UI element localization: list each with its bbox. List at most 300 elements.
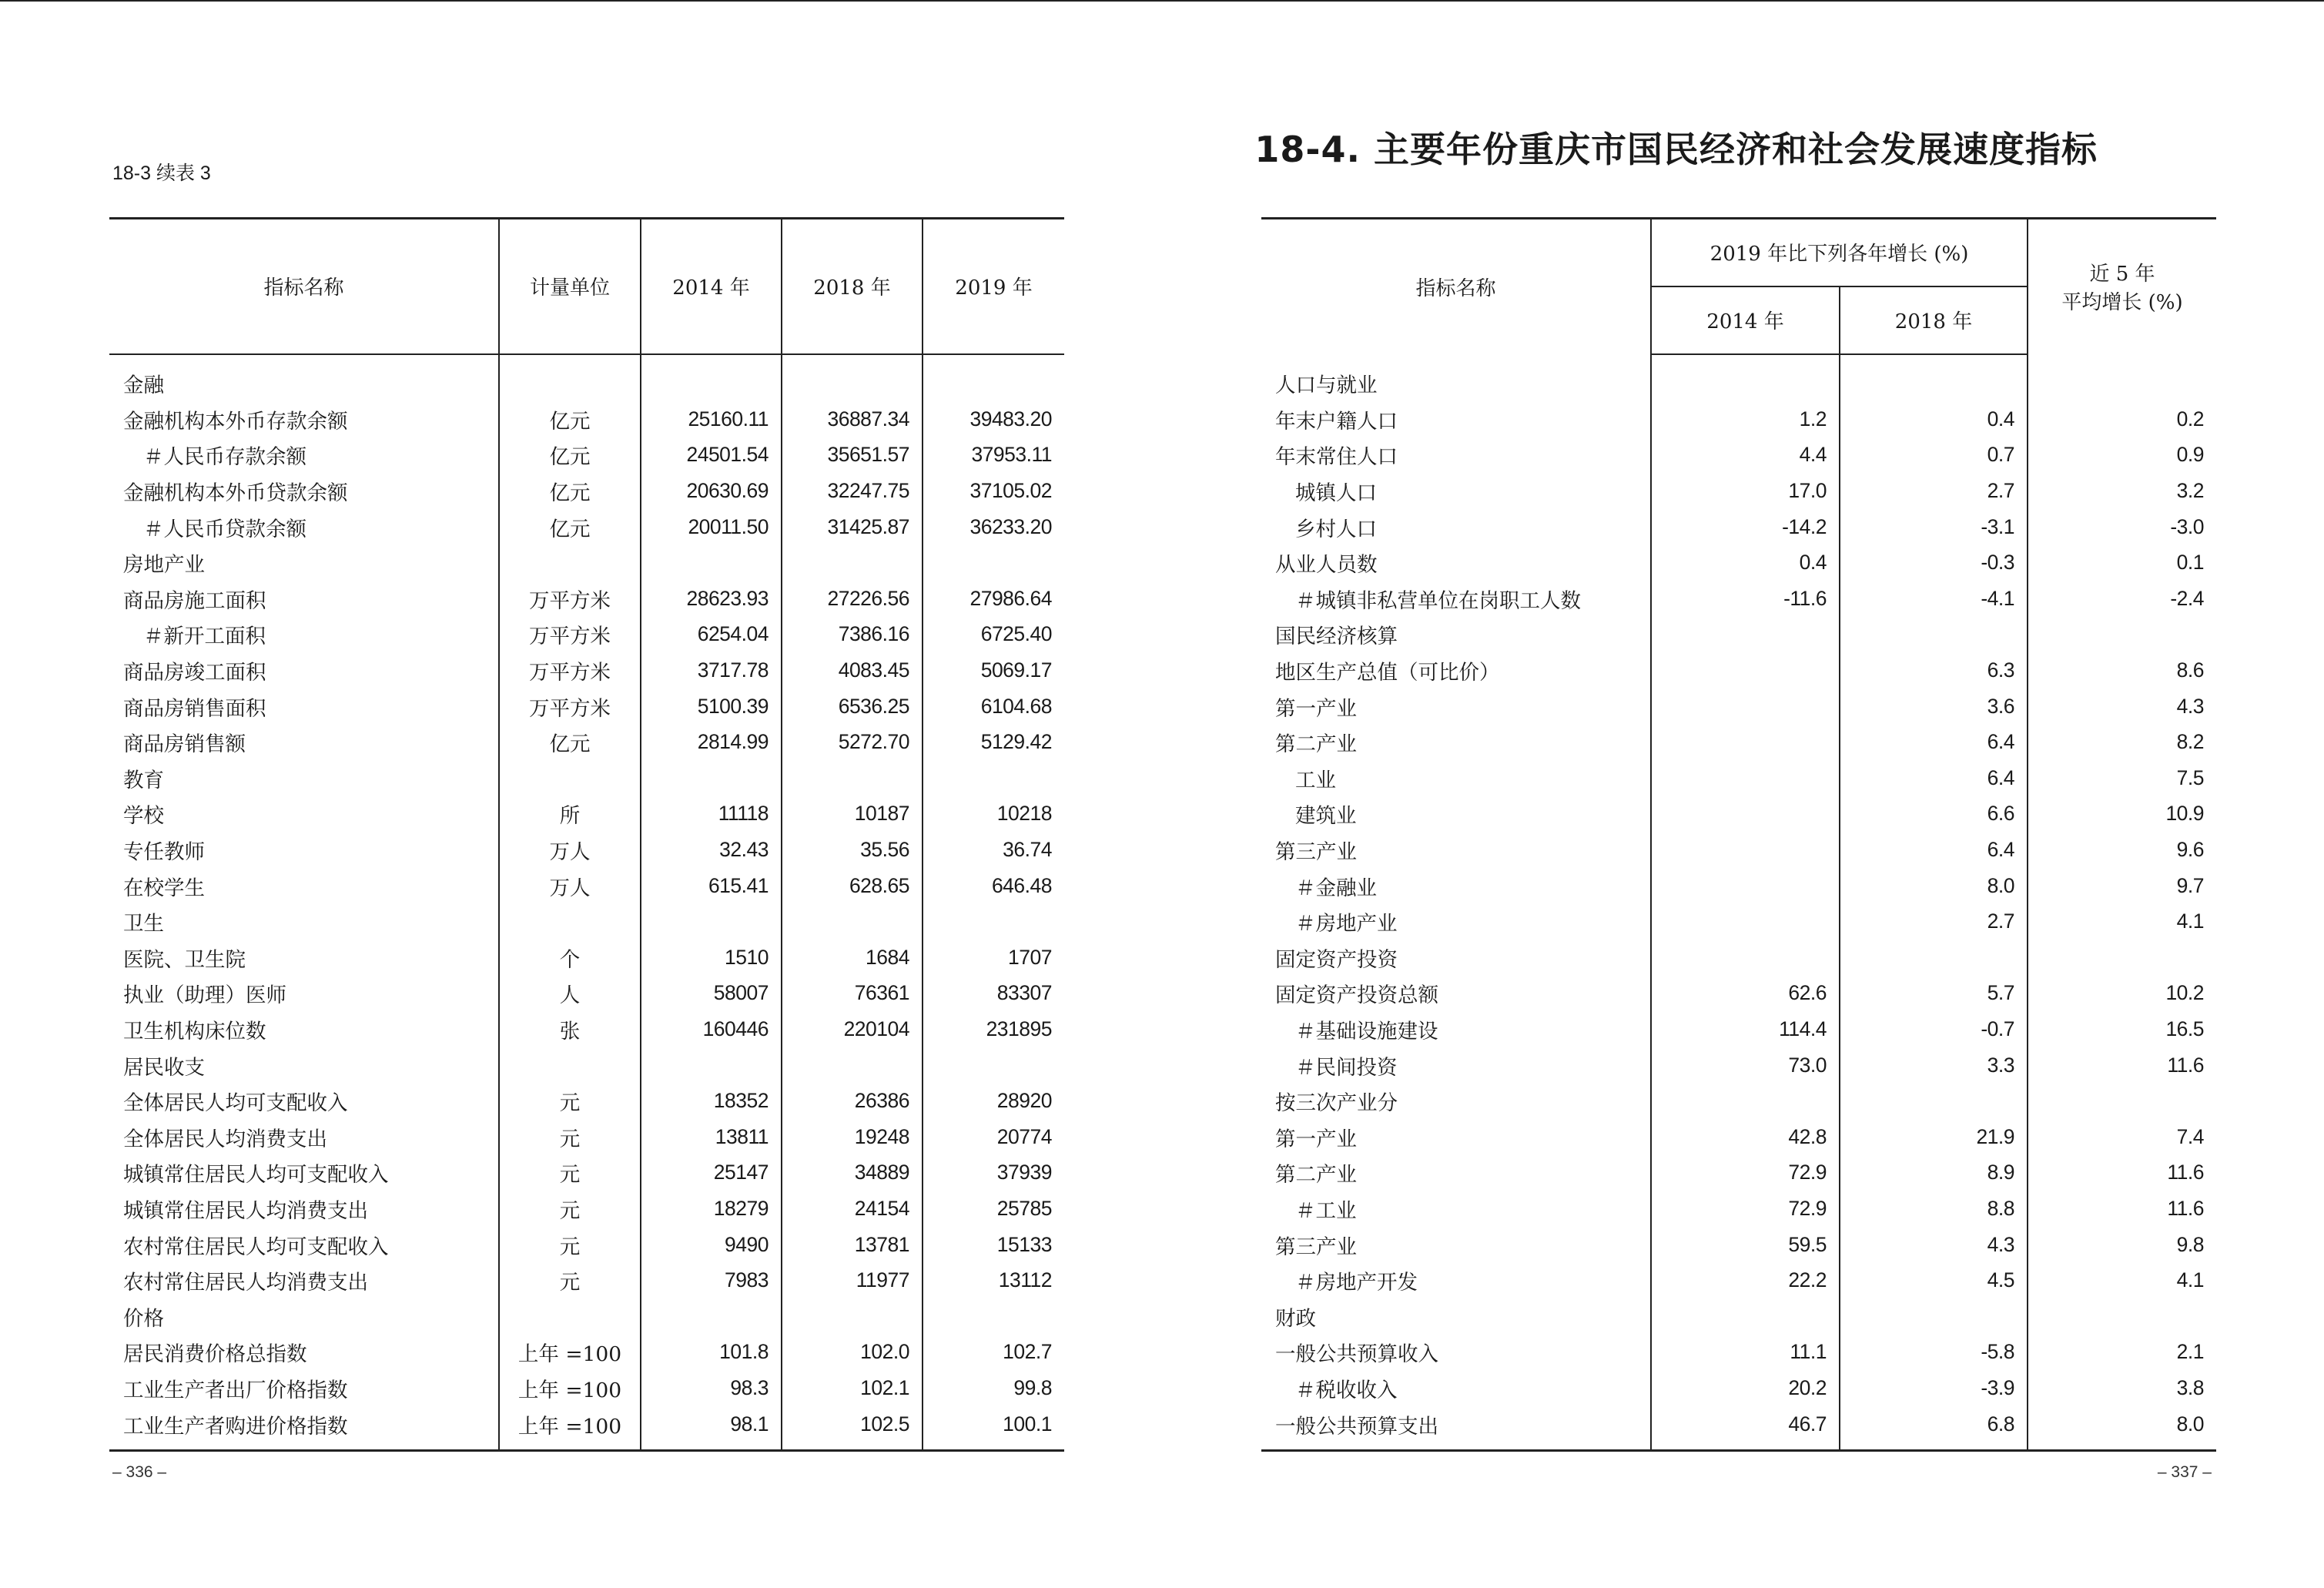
five-year-average: 7.5	[2028, 760, 2216, 796]
growth-vs-2014: 72.9	[1651, 1155, 1840, 1191]
value-2019: 6104.68	[923, 688, 1064, 725]
table-row	[1261, 581, 2216, 617]
growth-vs-2018: 6.4	[1840, 832, 2028, 868]
left-table-body	[109, 354, 1064, 1451]
value-2018: 27226.56	[782, 581, 923, 617]
row-unit: 上年 =100	[499, 1406, 641, 1442]
growth-vs-2018: 3.3	[1840, 1047, 2028, 1084]
growth-vs-2014	[1651, 652, 1840, 688]
five-year-average	[2028, 1083, 2216, 1119]
growth-vs-2014: 72.9	[1651, 1191, 1840, 1227]
row-name: 乡村人口	[1295, 517, 1377, 541]
row-unit: 上年 =100	[499, 1370, 641, 1406]
row-name: ＃房地产业	[1295, 912, 1398, 936]
value-2018: 19248	[782, 1119, 923, 1155]
table-row	[1261, 832, 2216, 868]
growth-vs-2014	[1651, 940, 1840, 976]
row-name: 执业（助理）医师	[123, 983, 286, 1008]
value-2019: 5129.42	[923, 724, 1064, 760]
growth-vs-2014	[1651, 796, 1840, 833]
value-2018	[782, 1298, 923, 1335]
growth-vs-2018: -3.1	[1840, 509, 2028, 545]
row-unit: 上年 =100	[499, 1335, 641, 1371]
header-avg-line2: 平均增长 (%)	[2061, 291, 2183, 315]
row-unit: 亿元	[499, 437, 641, 474]
value-2014: 58007	[641, 976, 782, 1012]
row-name: 年末常住人口	[1275, 445, 1398, 470]
table-row	[109, 652, 1064, 688]
value-2019: 231895	[923, 1011, 1064, 1047]
value-2018	[782, 760, 923, 796]
row-name: 教育	[123, 768, 164, 792]
table-row	[109, 1047, 1064, 1084]
row-unit: 万平方米	[499, 652, 641, 688]
row-name: 地区生产总值（可比价）	[1275, 661, 1500, 685]
five-year-average: 4.1	[2028, 903, 2216, 940]
row-name: 专任教师	[123, 840, 205, 865]
value-2014: 32.43	[641, 832, 782, 868]
row-name: 按三次产业分	[1275, 1091, 1398, 1116]
table-row	[109, 1335, 1064, 1371]
five-year-average: 4.1	[2028, 1262, 2216, 1298]
growth-vs-2018: 6.6	[1840, 796, 2028, 833]
table-row	[109, 868, 1064, 904]
row-name: 农村常住居民人均消费支出	[123, 1271, 368, 1295]
row-name: 国民经济核算	[1275, 625, 1398, 649]
row-name: ＃税收收入	[1295, 1378, 1398, 1402]
five-year-average	[2028, 617, 2216, 653]
growth-vs-2018: -4.1	[1840, 581, 2028, 617]
value-2018: 10187	[782, 796, 923, 833]
value-2018: 35651.57	[782, 437, 923, 474]
row-name: 居民收支	[123, 1055, 205, 1080]
five-year-average: 16.5	[2028, 1011, 2216, 1047]
row-name: 金融	[123, 374, 164, 398]
row-unit: 万人	[499, 832, 641, 868]
spacer-row	[109, 354, 1064, 366]
table-row	[1261, 976, 2216, 1012]
row-name: 城镇人口	[1295, 481, 1377, 506]
row-unit	[499, 1298, 641, 1335]
row-name: 农村常住居民人均可支配收入	[123, 1235, 389, 1259]
value-2014: 18352	[641, 1083, 782, 1119]
header-2014: 2014 年	[1651, 286, 1840, 354]
header-indicator-name: 指标名称	[1415, 276, 1496, 300]
row-name: ＃民间投资	[1295, 1055, 1398, 1080]
growth-vs-2018: 0.4	[1840, 401, 2028, 437]
value-2014	[641, 544, 782, 581]
growth-vs-2014: 22.2	[1651, 1262, 1840, 1298]
value-2014	[641, 760, 782, 796]
table-row	[1261, 1370, 2216, 1406]
row-name: 金融机构本外币贷款余额	[123, 481, 348, 506]
table-row	[109, 1298, 1064, 1335]
value-2014: 25160.11	[641, 401, 782, 437]
row-name: 第三产业	[1275, 840, 1357, 865]
value-2019: 5069.17	[923, 652, 1064, 688]
header-avg-line1: 近 5 年	[2089, 263, 2155, 286]
row-unit: 张	[499, 1011, 641, 1047]
growth-vs-2014: 0.4	[1651, 544, 1840, 581]
growth-vs-2014: 4.4	[1651, 437, 1840, 474]
growth-vs-2014: -14.2	[1651, 509, 1840, 545]
row-name: 全体居民人均可支配收入	[123, 1091, 348, 1116]
row-name: 商品房销售额	[123, 732, 246, 757]
row-name: 全体居民人均消费支出	[123, 1127, 327, 1151]
value-2014: 13811	[641, 1119, 782, 1155]
five-year-average: 11.6	[2028, 1155, 2216, 1191]
row-name: ＃工业	[1295, 1198, 1357, 1223]
growth-vs-2018	[1840, 1083, 2028, 1119]
value-2014: 98.3	[641, 1370, 782, 1406]
table-row	[109, 366, 1064, 402]
row-name: 财政	[1275, 1306, 1316, 1331]
five-year-average: 8.6	[2028, 652, 2216, 688]
growth-vs-2014: 114.4	[1651, 1011, 1840, 1047]
five-year-average: 11.6	[2028, 1191, 2216, 1227]
growth-vs-2018	[1840, 1298, 2028, 1335]
value-2018: 7386.16	[782, 617, 923, 653]
value-2014	[641, 1298, 782, 1335]
header-indicator-name: 指标名称	[109, 219, 499, 354]
growth-vs-2018	[1840, 366, 2028, 402]
value-2018: 36887.34	[782, 401, 923, 437]
value-2019: 6725.40	[923, 617, 1064, 653]
table-row	[1261, 437, 2216, 474]
table-row	[109, 1262, 1064, 1298]
row-name: 医院、卫生院	[123, 947, 246, 972]
value-2019: 37105.02	[923, 473, 1064, 509]
page-title: 18-4. 主要年份重庆市国民经济和社会发展速度指标	[1254, 129, 2098, 170]
growth-vs-2018: 8.9	[1840, 1155, 2028, 1191]
table-row	[109, 437, 1064, 474]
value-2014: 1510	[641, 940, 782, 976]
value-2014: 5100.39	[641, 688, 782, 725]
header-growth-group: 2019 年比下列各年增长 (%)	[1651, 219, 2028, 286]
row-name: ＃新开工面积	[143, 625, 266, 649]
row-name: 年末户籍人口	[1275, 409, 1398, 434]
row-name: 在校学生	[123, 876, 205, 900]
table-row	[109, 544, 1064, 581]
row-unit: 亿元	[499, 509, 641, 545]
row-name: 从业人员数	[1275, 553, 1378, 578]
growth-vs-2014: -11.6	[1651, 581, 1840, 617]
table-row	[109, 1155, 1064, 1191]
row-name: ＃基础设施建设	[1295, 1019, 1438, 1044]
row-unit: 万平方米	[499, 617, 641, 653]
value-2014: 160446	[641, 1011, 782, 1047]
row-name: 价格	[123, 1306, 164, 1331]
value-2019	[923, 903, 1064, 940]
row-name: ＃金融业	[1295, 876, 1377, 900]
value-2018	[782, 1047, 923, 1084]
five-year-average: 9.6	[2028, 832, 2216, 868]
row-name: 城镇常住居民人均消费支出	[123, 1198, 368, 1223]
value-2014: 20011.50	[641, 509, 782, 545]
growth-vs-2014: 62.6	[1651, 976, 1840, 1012]
growth-vs-2018: 4.5	[1840, 1262, 2028, 1298]
value-2018: 32247.75	[782, 473, 923, 509]
row-unit: 元	[499, 1227, 641, 1263]
value-2018: 13781	[782, 1227, 923, 1263]
growth-vs-2018: 8.8	[1840, 1191, 2028, 1227]
value-2014: 615.41	[641, 868, 782, 904]
table-row	[1261, 617, 2216, 653]
value-2019: 37939	[923, 1155, 1064, 1191]
row-unit: 元	[499, 1155, 641, 1191]
value-2019: 99.8	[923, 1370, 1064, 1406]
table-row	[109, 617, 1064, 653]
table-row	[1261, 724, 2216, 760]
growth-vs-2014: 20.2	[1651, 1370, 1840, 1406]
row-name: 人口与就业	[1275, 374, 1378, 398]
row-name: 商品房竣工面积	[123, 661, 266, 685]
header-2019: 2019 年	[923, 219, 1064, 354]
growth-vs-2014	[1651, 366, 1840, 402]
five-year-average: 3.8	[2028, 1370, 2216, 1406]
value-2019: 1707	[923, 940, 1064, 976]
table-row	[109, 832, 1064, 868]
value-2018: 35.56	[782, 832, 923, 868]
table-row	[109, 1119, 1064, 1155]
five-year-average: -3.0	[2028, 509, 2216, 545]
value-2019	[923, 1298, 1064, 1335]
table-row	[1261, 366, 2216, 402]
row-name: 固定资产投资总额	[1275, 983, 1438, 1008]
row-name: 卫生	[123, 912, 164, 936]
row-unit	[499, 760, 641, 796]
row-name: 第二产业	[1275, 732, 1357, 757]
table-row	[1261, 509, 2216, 545]
growth-vs-2018: 6.4	[1840, 760, 2028, 796]
value-2014: 20630.69	[641, 473, 782, 509]
value-2014: 28623.93	[641, 581, 782, 617]
growth-vs-2018: -0.3	[1840, 544, 2028, 581]
value-2014	[641, 903, 782, 940]
value-2018: 76361	[782, 976, 923, 1012]
table-row	[109, 581, 1064, 617]
table-row	[1261, 401, 2216, 437]
page-number: – 337 –	[2157, 1463, 2212, 1481]
five-year-average	[2028, 940, 2216, 976]
five-year-average	[2028, 1298, 2216, 1335]
table-row	[109, 724, 1064, 760]
row-unit	[499, 903, 641, 940]
value-2014: 3717.78	[641, 652, 782, 688]
growth-vs-2014	[1651, 903, 1840, 940]
row-unit: 元	[499, 1191, 641, 1227]
row-unit: 万人	[499, 868, 641, 904]
row-unit: 亿元	[499, 401, 641, 437]
value-2019: 102.7	[923, 1335, 1064, 1371]
growth-vs-2014	[1651, 760, 1840, 796]
table-row	[109, 688, 1064, 725]
header-five-year-average	[2028, 219, 2216, 354]
table-row	[1261, 1406, 2216, 1442]
table-row	[1261, 1083, 2216, 1119]
value-2018: 102.1	[782, 1370, 923, 1406]
growth-vs-2014: 46.7	[1651, 1406, 1840, 1442]
value-2019: 10218	[923, 796, 1064, 833]
growth-vs-2018: 2.7	[1840, 473, 2028, 509]
value-2018: 102.0	[782, 1335, 923, 1371]
row-name: 建筑业	[1295, 804, 1357, 829]
five-year-average: 3.2	[2028, 473, 2216, 509]
row-unit: 万平方米	[499, 688, 641, 725]
growth-vs-2018: 8.0	[1840, 868, 2028, 904]
growth-vs-2014: 17.0	[1651, 473, 1840, 509]
row-unit: 人	[499, 976, 641, 1012]
spacer-row	[109, 1442, 1064, 1451]
table-row	[1261, 760, 2216, 796]
row-name: ＃人民币存款余额	[143, 445, 306, 470]
value-2019	[923, 544, 1064, 581]
growth-vs-2018: 21.9	[1840, 1119, 2028, 1155]
row-name: 工业生产者出厂价格指数	[123, 1378, 348, 1402]
value-2014: 6254.04	[641, 617, 782, 653]
row-name: 房地产业	[123, 553, 205, 578]
value-2019: 83307	[923, 976, 1064, 1012]
value-2014: 101.8	[641, 1335, 782, 1371]
growth-vs-2014	[1651, 832, 1840, 868]
table-row	[109, 903, 1064, 940]
five-year-average: 11.6	[2028, 1047, 2216, 1084]
value-2019: 36.74	[923, 832, 1064, 868]
right-page	[1162, 0, 2324, 1588]
table-row	[109, 1227, 1064, 1263]
table-row	[109, 401, 1064, 437]
table-row	[109, 976, 1064, 1012]
growth-vs-2014	[1651, 1298, 1840, 1335]
value-2018: 102.5	[782, 1406, 923, 1442]
header-unit: 计量单位	[499, 219, 641, 354]
value-2018	[782, 544, 923, 581]
right-table-body	[1261, 354, 2216, 1451]
row-unit: 所	[499, 796, 641, 833]
value-2018	[782, 366, 923, 402]
five-year-average: 0.1	[2028, 544, 2216, 581]
growth-vs-2014	[1651, 1083, 1840, 1119]
row-name: 卫生机构床位数	[123, 1019, 266, 1044]
value-2014: 2814.99	[641, 724, 782, 760]
value-2019: 20774	[923, 1119, 1064, 1155]
table-row	[1261, 1298, 2216, 1335]
table-row	[1261, 1262, 2216, 1298]
table-row	[1261, 1227, 2216, 1263]
five-year-average: 10.9	[2028, 796, 2216, 833]
table-row	[109, 760, 1064, 796]
growth-vs-2014: 11.1	[1651, 1335, 1840, 1371]
table-row	[1261, 1119, 2216, 1155]
table-row	[1261, 1011, 2216, 1047]
table-row	[1261, 940, 2216, 976]
growth-vs-2018: -5.8	[1840, 1335, 2028, 1371]
value-2018: 11977	[782, 1262, 923, 1298]
five-year-average: 0.2	[2028, 401, 2216, 437]
table-row	[109, 509, 1064, 545]
row-name: 工业生产者购进价格指数	[123, 1414, 348, 1439]
table-row	[109, 473, 1064, 509]
value-2014: 9490	[641, 1227, 782, 1263]
value-2014	[641, 1047, 782, 1084]
growth-vs-2018: 4.3	[1840, 1227, 2028, 1263]
table-row	[109, 1083, 1064, 1119]
table-row	[109, 1370, 1064, 1406]
row-name: 一般公共预算收入	[1275, 1342, 1438, 1367]
table-row	[1261, 473, 2216, 509]
row-unit: 元	[499, 1262, 641, 1298]
value-2019: 100.1	[923, 1406, 1064, 1442]
row-name: 一般公共预算支出	[1275, 1414, 1438, 1439]
value-2018: 628.65	[782, 868, 923, 904]
table-row	[109, 1191, 1064, 1227]
left-data-table	[109, 217, 1064, 1452]
row-name: ＃城镇非私营单位在岗职工人数	[1295, 588, 1581, 613]
growth-vs-2014: 1.2	[1651, 401, 1840, 437]
five-year-average: 2.1	[2028, 1335, 2216, 1371]
value-2014: 7983	[641, 1262, 782, 1298]
table-row	[109, 796, 1064, 833]
row-name: 第一产业	[1275, 1127, 1357, 1151]
value-2018: 26386	[782, 1083, 923, 1119]
continuation-label: 18-3 续表 3	[112, 162, 211, 184]
five-year-average: 0.9	[2028, 437, 2216, 474]
row-unit: 亿元	[499, 724, 641, 760]
growth-vs-2018: 2.7	[1840, 903, 2028, 940]
value-2019: 13112	[923, 1262, 1064, 1298]
value-2019: 28920	[923, 1083, 1064, 1119]
row-unit: 万平方米	[499, 581, 641, 617]
page-number: – 336 –	[112, 1463, 167, 1481]
table-row	[1261, 1191, 2216, 1227]
table-row	[1261, 796, 2216, 833]
table-row	[1261, 1047, 2216, 1084]
five-year-average: 4.3	[2028, 688, 2216, 725]
row-name: 固定资产投资	[1275, 947, 1398, 972]
row-name: 第二产业	[1275, 1163, 1357, 1188]
growth-vs-2018	[1840, 617, 2028, 653]
growth-vs-2014	[1651, 617, 1840, 653]
growth-vs-2014: 42.8	[1651, 1119, 1840, 1155]
value-2018	[782, 903, 923, 940]
row-name: ＃房地产开发	[1295, 1271, 1418, 1295]
row-name: 商品房销售面积	[123, 696, 266, 721]
table-row	[1261, 868, 2216, 904]
value-2019: 37953.11	[923, 437, 1064, 474]
value-2018: 5272.70	[782, 724, 923, 760]
value-2018: 6536.25	[782, 688, 923, 725]
growth-vs-2014: 59.5	[1651, 1227, 1840, 1263]
five-year-average: 8.0	[2028, 1406, 2216, 1442]
value-2018: 31425.87	[782, 509, 923, 545]
row-unit	[499, 366, 641, 402]
value-2014: 18279	[641, 1191, 782, 1227]
value-2019: 27986.64	[923, 581, 1064, 617]
growth-vs-2018: -0.7	[1840, 1011, 2028, 1047]
row-name: 第三产业	[1275, 1235, 1357, 1259]
growth-vs-2018: 6.4	[1840, 724, 2028, 760]
row-unit: 元	[499, 1083, 641, 1119]
growth-vs-2014: 73.0	[1651, 1047, 1840, 1084]
value-2019: 39483.20	[923, 401, 1064, 437]
header-2018: 2018 年	[782, 219, 923, 354]
row-unit: 个	[499, 940, 641, 976]
row-name: 金融机构本外币存款余额	[123, 409, 348, 434]
row-name: 学校	[123, 804, 164, 829]
row-unit: 元	[499, 1119, 641, 1155]
value-2019: 25785	[923, 1191, 1064, 1227]
value-2014: 98.1	[641, 1406, 782, 1442]
